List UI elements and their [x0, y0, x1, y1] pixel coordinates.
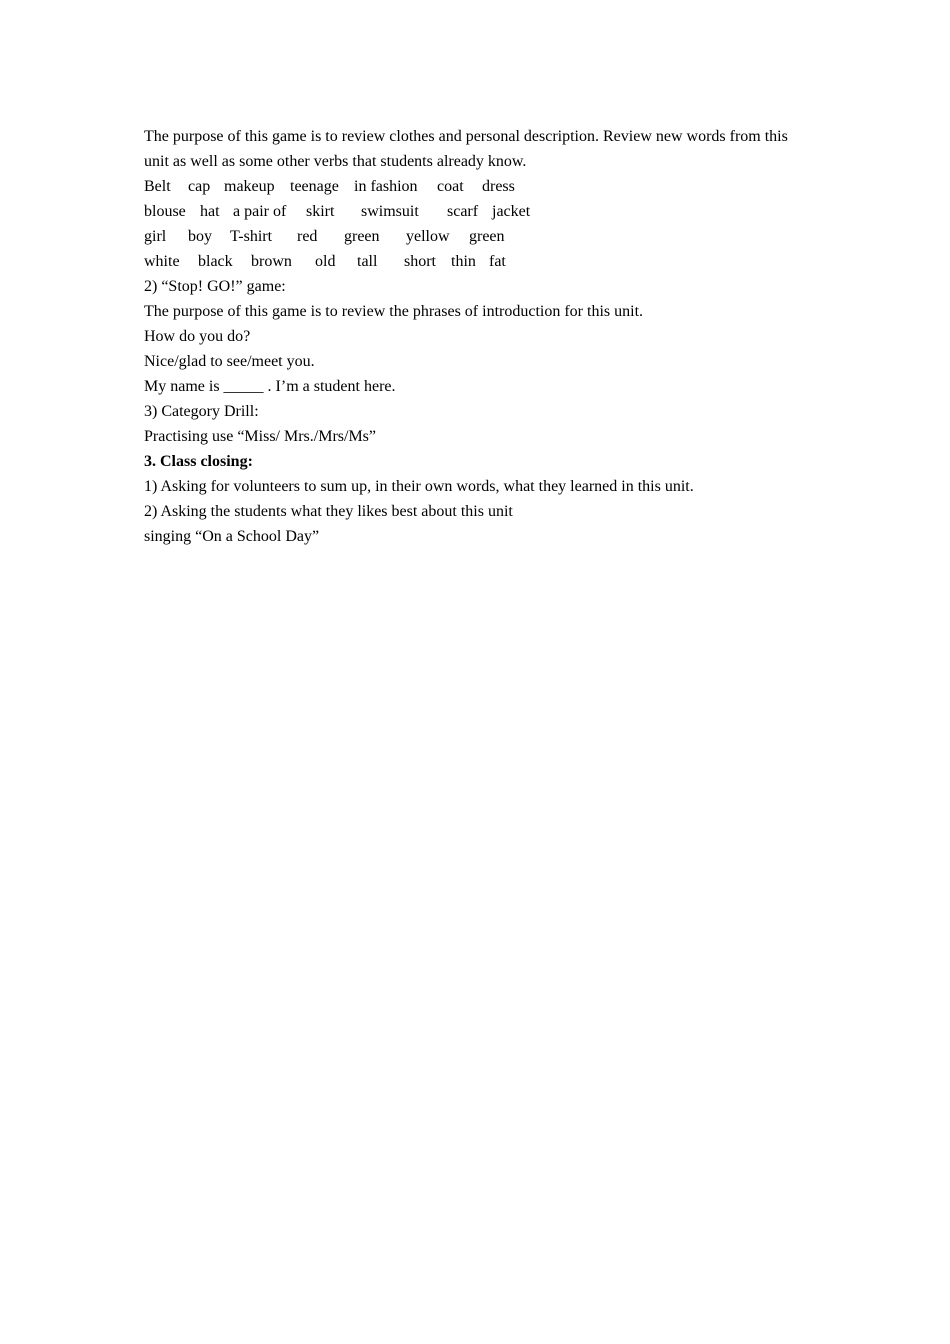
vocabulary-word: yellow [406, 228, 450, 245]
vocabulary-word: cap [188, 178, 211, 195]
vocabulary-word: brown [251, 253, 292, 270]
vocabulary-row-description-1 [144, 224, 806, 249]
vocabulary-word: tall [357, 253, 378, 270]
vocabulary-word: girl [144, 228, 167, 245]
vocabulary-word: a pair of [233, 203, 287, 220]
vocabulary-word: teenage [290, 178, 339, 195]
game2-purpose: The purpose of this game is to review the phrases of introduction for this unit. [144, 303, 644, 320]
vocabulary-word: fat [489, 253, 506, 270]
vocabulary-word: in fashion [354, 178, 418, 195]
closing-item: 2) Asking the students what they likes best about this unit [144, 503, 513, 520]
vocabulary-word: black [198, 253, 233, 270]
vocabulary-word: thin [451, 253, 476, 270]
vocabulary-word: T-shirt [230, 228, 273, 245]
vocabulary-word: white [144, 253, 180, 270]
intro-paragraph: The purpose of this game is to review clothes and personal description. Review new words from this unit as well as some other verbs that students already know. [144, 128, 788, 170]
vocabulary-row-description-2 [144, 249, 806, 274]
document-body [144, 124, 806, 549]
vocabulary-word: old [315, 253, 336, 270]
closing-item: singing “On a School Day” [144, 528, 320, 545]
vocabulary-word: jacket [492, 203, 531, 220]
vocabulary-word: coat [437, 178, 464, 195]
closing-item: 1) Asking for volunteers to sum up, in their own words, what they learned in this unit. [144, 478, 694, 495]
vocabulary-word: hat [200, 203, 220, 220]
vocabulary-word: blouse [144, 203, 186, 220]
vocabulary-word: short [404, 253, 436, 270]
vocabulary-word: red [297, 228, 318, 245]
vocabulary-row-clothes-1 [144, 174, 806, 199]
game2-heading: 2) “Stop! GO!” game: [144, 278, 286, 295]
vocabulary-word: swimsuit [361, 203, 419, 220]
introduction-phrase: My name is _____ . I’m a student here. [144, 378, 396, 395]
closing-heading: 3. Class closing: [144, 453, 253, 470]
drill-heading: 3) Category Drill: [144, 403, 259, 420]
vocabulary-word: skirt [306, 203, 335, 220]
vocabulary-word: dress [482, 178, 515, 195]
vocabulary-row-clothes-2 [144, 199, 806, 224]
vocabulary-word: green [469, 228, 505, 245]
vocabulary-word: makeup [224, 178, 275, 195]
vocabulary-word: green [344, 228, 380, 245]
introduction-phrase: How do you do? [144, 328, 251, 345]
vocabulary-word: Belt [144, 178, 171, 195]
drill-text: Practising use “Miss/ Mrs./Mrs/Ms” [144, 428, 376, 445]
introduction-phrase: Nice/glad to see/meet you. [144, 353, 315, 370]
vocabulary-word: scarf [447, 203, 479, 220]
vocabulary-word: boy [188, 228, 212, 245]
